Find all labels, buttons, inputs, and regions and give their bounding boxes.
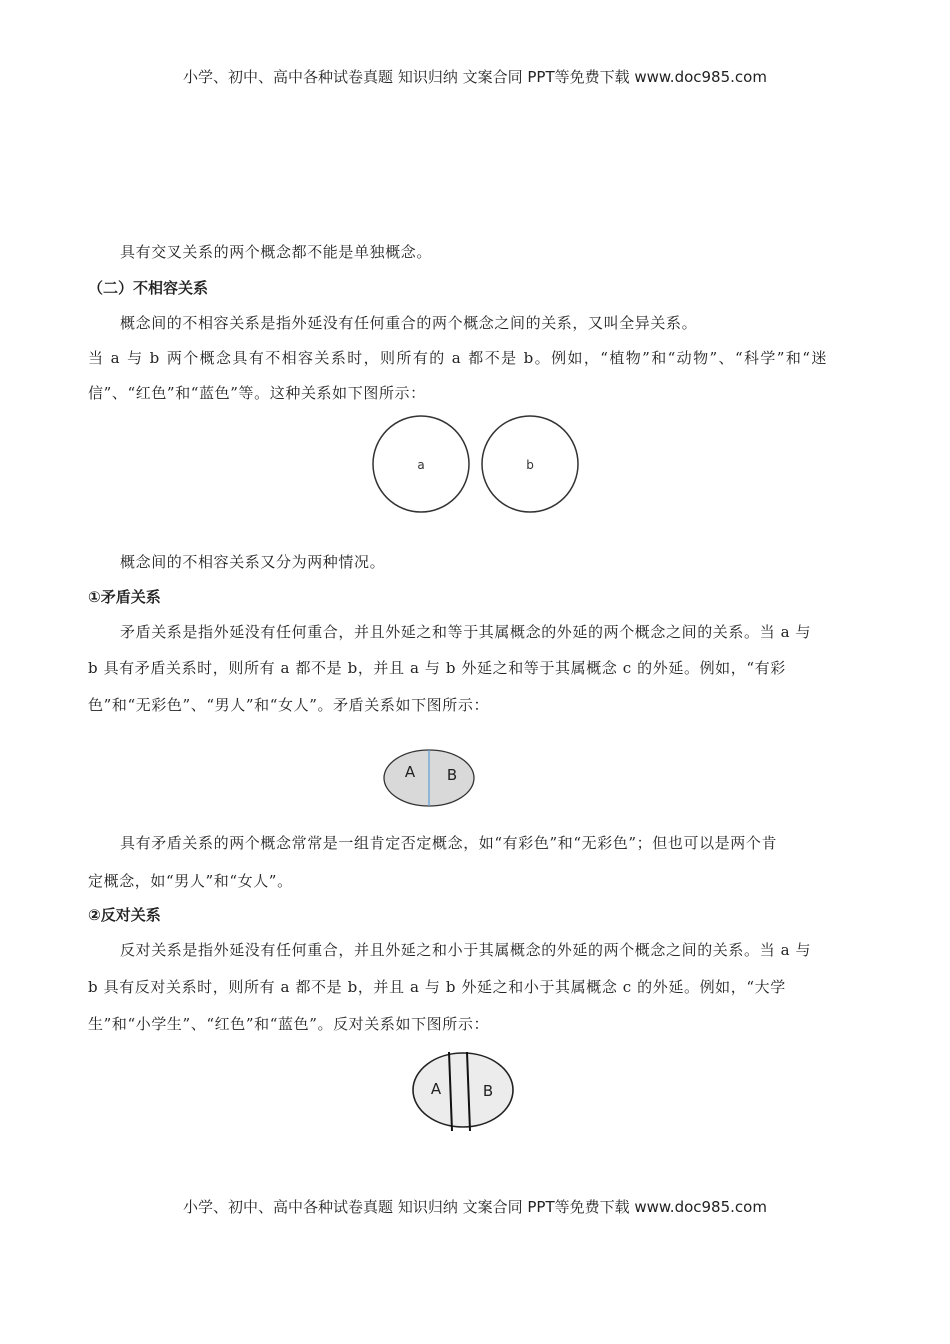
paragraph-line: 生”和“小学生”、“红色”和“蓝色”。反对关系如下图所示： — [88, 1015, 490, 1033]
region-a-label: A — [404, 763, 416, 781]
paragraph-line: 定概念，如“男人”和“女人”。 — [88, 872, 293, 890]
region-b-label: B — [446, 766, 458, 784]
section-heading-contradictory: ①矛盾关系 — [88, 588, 161, 606]
section-heading-contrary: ②反对关系 — [88, 906, 161, 924]
contradictory-relation-diagram — [380, 746, 478, 810]
region-a-label: A — [430, 1080, 442, 1098]
paragraph-line: 具有交叉关系的两个概念都不能是单独概念。 — [120, 243, 433, 261]
paragraph-line: 矛盾关系是指外延没有任何重合，并且外延之和等于其属概念的外延的两个概念之间的关系。当 a 与 — [120, 623, 812, 641]
paragraph-line: 色”和“无彩色”、“男人”和“女人”。矛盾关系如下图所示： — [88, 696, 490, 714]
circle-a-label: a — [417, 458, 425, 472]
paragraph-line: 信”、“红色”和“蓝色”等。这种关系如下图所示： — [88, 384, 426, 402]
paragraph-line: b 具有反对关系时，则所有 a 都不是 b，并且 a 与 b 外延之和小于其属概念 c 的外延。例如，“大学 — [88, 978, 786, 996]
paragraph-line: 概念间的不相容关系又分为两种情况。 — [120, 553, 386, 571]
paragraph-line: 概念间的不相容关系是指外延没有任何重合的两个概念之间的关系，又叫全异关系。 — [120, 314, 698, 332]
circle-b-label: b — [526, 458, 534, 472]
paragraph-line: 当 a 与 b 两个概念具有不相容关系时，则所有的 a 都不是 b。例如，“植物”和“动物”、“科学”和“迷 — [88, 349, 828, 367]
page-footer: 小学、初中、高中各种试卷真题 知识归纳 文案合同 PPT等免费下载 www.doc985.com — [183, 1198, 767, 1216]
genus-ellipse — [413, 1053, 513, 1127]
page-header: 小学、初中、高中各种试卷真题 知识归纳 文案合同 PPT等免费下载 www.doc985.com — [183, 68, 767, 86]
paragraph-line: b 具有矛盾关系时，则所有 a 都不是 b，并且 a 与 b 外延之和等于其属概念 c 的外延。例如，“有彩 — [88, 659, 786, 677]
section-heading-incompatible: （二）不相容关系 — [88, 279, 209, 297]
disjoint-circles-diagram — [368, 412, 584, 516]
paragraph-line: 反对关系是指外延没有任何重合，并且外延之和小于其属概念的外延的两个概念之间的关系。当 a 与 — [120, 941, 812, 959]
contrary-relation-diagram — [408, 1048, 518, 1136]
region-b-label: B — [482, 1082, 494, 1100]
paragraph-line: 具有矛盾关系的两个概念常常是一组肯定否定概念，如“有彩色”和“无彩色”；但也可以是两个肯 — [120, 834, 778, 852]
